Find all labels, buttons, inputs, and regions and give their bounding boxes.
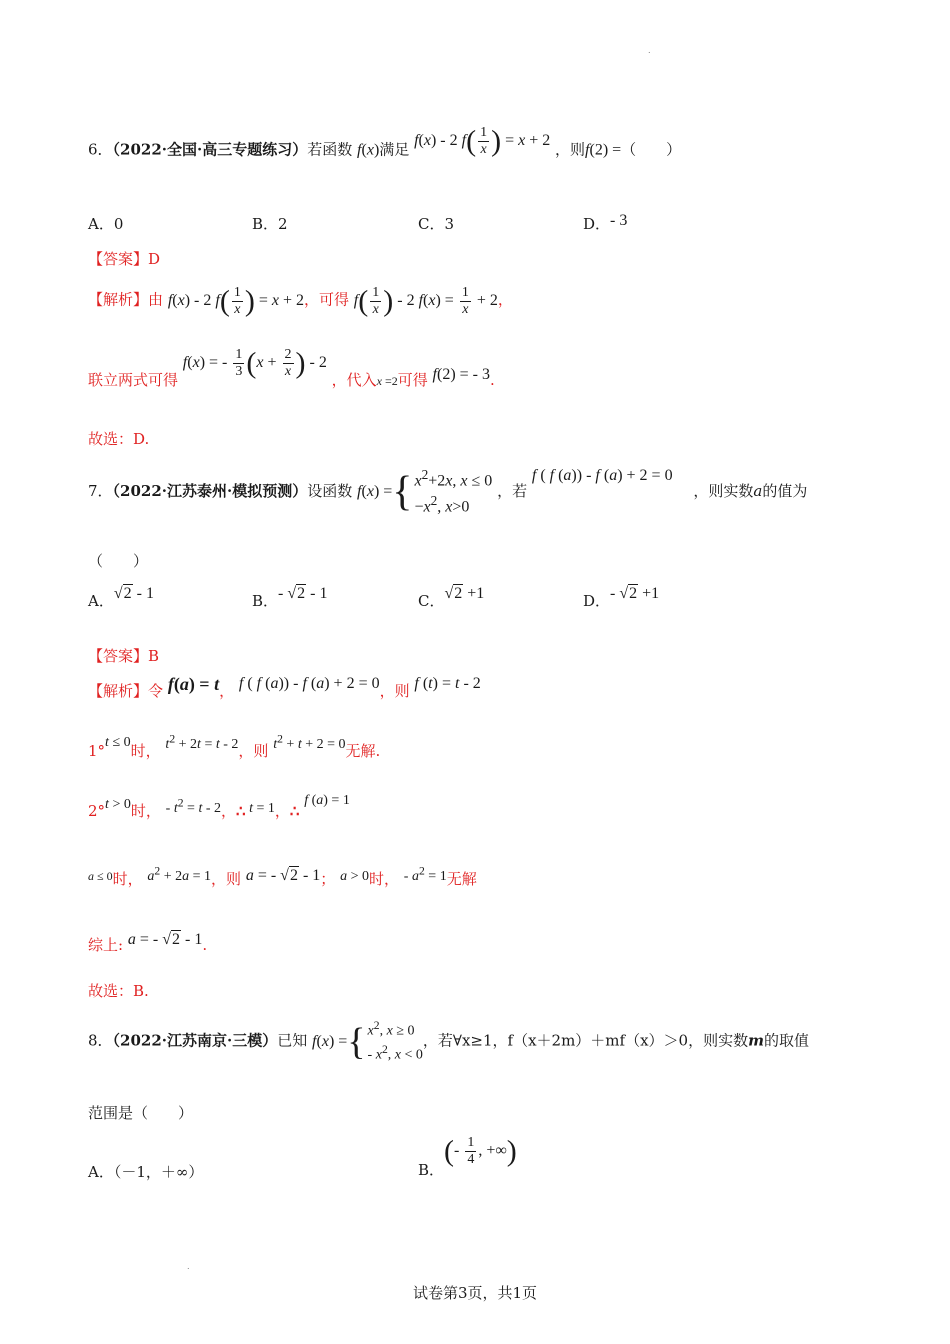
q7-piecewise: f ( x ) = { $x^2+2x$, x ≤ 0 $-x^2$, x>0: [357, 467, 493, 516]
header-dot: .: [648, 46, 651, 55]
q7-option-a: A．√2 - 1: [88, 585, 154, 610]
q6-choose: 故选：D.: [88, 430, 150, 448]
q6-option-a: A．0: [88, 215, 124, 233]
page-footer: 试卷第3页，共1页: [412, 1284, 538, 1302]
q6-source: （2022·全国·高三专题练习）: [112, 140, 308, 159]
q7-answer: 【答案】B: [88, 647, 160, 665]
q7-option-c: C．√2 +1: [418, 585, 485, 610]
q7-case2: 2°t > 0时， - $t^2 = t - 2$，∴ t = 1，∴ f (a) = 1: [88, 793, 350, 820]
q8-option-a: A．（－1，＋∞）: [88, 1163, 204, 1181]
q7-subcases: $^{a \le 0}$时， $a^2 + 2a = 1$，则 a = - √2 - 1； a > 0时， - $a^2 = 1$无解: [88, 864, 477, 888]
q7-option-b: B．- √2 - 1: [252, 585, 328, 610]
footer-dot: .: [187, 1262, 190, 1271]
q6-analysis-line1: 【解析】由 f(x) - 2 f( $\frac{1}{x}$ ) = x + 2，可得 f( $\frac{1}{x}$ ) - 2 f(x) = $\frac{1}{x}$ + 2，: [88, 284, 513, 317]
q7-choose: 故选：B.: [88, 982, 149, 1000]
q6-f2: f(2) =: [585, 141, 622, 159]
q7-option-d: D．- √2 +1: [583, 585, 660, 610]
q6-analysis-line2: 联立两式可得 f(x) = - $\frac{1}{3}$ (x + $\frac{2}{x}$ ) - 2 ，代入$_{x =2}$可得 f(2) = - 3.: [88, 346, 495, 389]
q8-stem: 8．（2022·江苏南京·三模）已知 f ( x ) = { $x^2$, x ≥ 0 - $x^2$, x < 0 ，若∀x≥1，f（x＋2m）＋mf（x）＞0，则实数m的取值: [88, 1018, 809, 1065]
q6-equation: f(x) - 2 f( $\frac{1}{x}$ ) = x + 2: [414, 124, 551, 157]
q8-option-b: B．(- $\frac{1}{4}$ , +∞): [418, 1134, 517, 1179]
q7-paren: （ ）: [88, 552, 149, 570]
q7-stem: 7．（2022·江苏泰州·模拟预测）设函数 f ( x ) = { $x^2+2x$, x ≤ 0 $-x^2$, x>0 ，若 f ( f (a)) - f (a) + 2 = 0 ，则实数a的值为: [88, 466, 807, 518]
q7-conclusion: 综上: a = - √2 - 1.: [88, 931, 208, 954]
q6-fx: f: [357, 141, 362, 159]
q8-piecewise: f ( x ) = { $x^2$, x ≥ 0 - $x^2$, x < 0: [312, 1019, 423, 1063]
q6-option-d: D．- 3: [583, 212, 628, 233]
q6-option-b: B．2: [252, 215, 288, 233]
q6-answer: 【答案】D: [88, 250, 161, 268]
q6-stem: 6．（2022·全国·高三专题练习）若函数 f(x)满足 f(x) - 2 f( $\frac{1}{x}$ ) = x + 2 ，则f(2) =（ ）: [88, 124, 682, 159]
q7-analysis-line1: 【解析】令 f(a) = t， f ( f (a)) - f (a) + 2 = 0，则 f (t) = t - 2: [88, 674, 481, 700]
q6-option-c: C．3: [418, 215, 455, 233]
q7-case1: 1°t ≤ 0时， $t^2 + 2t = t - 2$，则 $t^2 + t + 2 = 0$无解.: [88, 732, 381, 760]
q8-stem-cont: 范围是（ ）: [88, 1104, 194, 1122]
